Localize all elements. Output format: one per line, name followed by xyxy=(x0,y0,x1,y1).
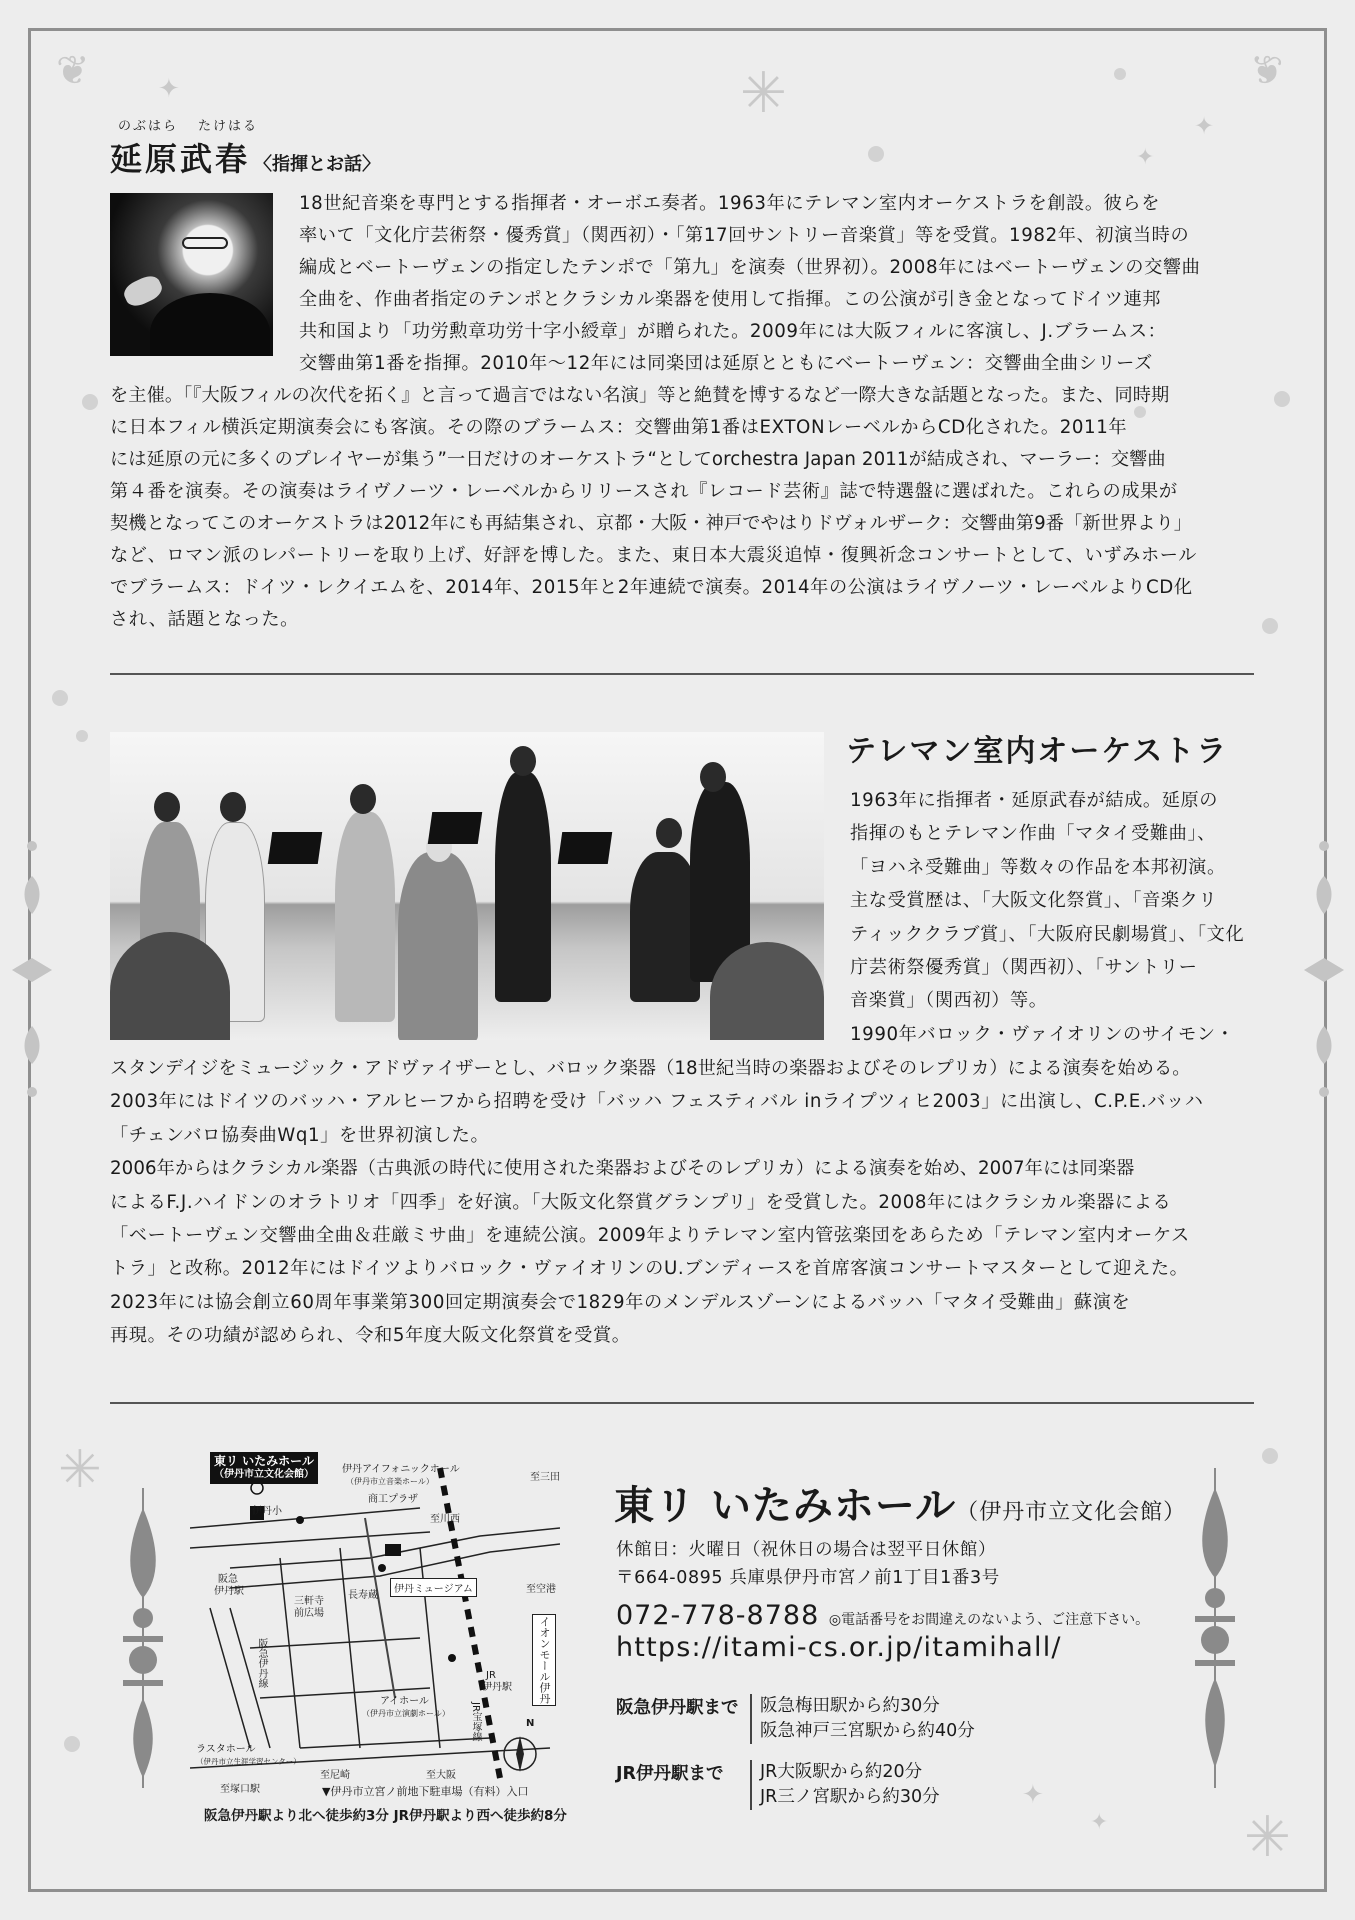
bio-line: には延原の元に多くのプレイヤーが集う”一日だけのオーケストラ“としてorchestra Japan 2011が結成され、マーラー：交響曲 xyxy=(110,449,1166,470)
conductor-name-heading xyxy=(110,134,380,180)
map-label: 伊丹駅 xyxy=(214,1586,244,1597)
venue-name-sub: （伊丹市立文化会館） xyxy=(956,1500,1187,1525)
bio-line: 契機となってこのオーケストラは2012年にも再結集され、京都・大阪・神戸でやはりドヴォルザーク：交響曲第9番「新世界より」 xyxy=(110,513,1193,534)
map-label: ラスタホール xyxy=(196,1744,256,1755)
pendant-ornament-right xyxy=(1190,1468,1240,1788)
map-label: 伊丹アイフォニックホール xyxy=(342,1464,460,1475)
map-hall-tag xyxy=(210,1452,318,1484)
bio-line: 18世紀音楽を専門とする指揮者・オーボエ奏者。1963年にテレマン室内オーケストラを創設。彼らを xyxy=(299,193,1161,214)
photo-head xyxy=(154,792,180,822)
bio-line: でブラームス：ドイツ・レクイエムを、2014年、2015年と2年連続で演奏。2014年の公演はライヴノーツ・レーベルよりCD化 xyxy=(110,577,1193,598)
bio-line: スタンデイジをミュージック・アドヴァイザーとし、バロック楽器（18世紀当時の楽器およびそのレプリカ）による演奏を始める。 xyxy=(110,1058,1191,1079)
photo-music-stand xyxy=(428,812,482,844)
map-label: 前広場 xyxy=(294,1608,324,1619)
access-routes xyxy=(750,1760,940,1810)
decor-dot xyxy=(1274,391,1290,407)
sparkle-icon: ✦ xyxy=(1090,1810,1109,1835)
map-label: JR宝塚線 xyxy=(470,1702,481,1742)
map-label: （伊丹市立生涯学習センター） xyxy=(196,1757,301,1766)
sparkle-icon: ✦ xyxy=(158,74,180,104)
bio-line: 主な受賞歴は、「大阪文化祭賞」、「音楽クリ xyxy=(850,890,1218,912)
bio-line: 編成とベートーヴェンの指定したテンポで「第九」を演奏（世界初）。2008年にはベートーヴェンの交響曲 xyxy=(299,257,1201,278)
bio-line: 「チェンバロ協奏曲Wq1」を世界初演した。 xyxy=(110,1124,490,1146)
bio-line: 2003年にはドイツのバッハ・アルヒーフから招聘を受け「バッハ フェスティバル inライプツィヒ2003」に出演し、C.P.E.バッハ xyxy=(110,1091,1204,1113)
bio-line: 再現。その功績が認められ、令和5年度大阪文化祭賞を受賞。 xyxy=(110,1325,631,1347)
photo-head xyxy=(700,762,726,792)
pendant-ornament-left xyxy=(118,1488,168,1788)
conductor-role: 〈指揮とお話〉 xyxy=(254,154,381,175)
photo-head xyxy=(510,746,536,776)
map-label: 至塚口駅 xyxy=(220,1784,260,1795)
bio-line: 率いて「文化庁芸術祭・優秀賞」（関西初）・「第17回サントリー音楽賞」等を受賞。1982年、初演当時の xyxy=(299,225,1190,246)
orchestra-bio-side xyxy=(850,784,1254,1051)
map-label: 阪急 xyxy=(218,1574,238,1585)
access-from: JR伊丹駅まで xyxy=(616,1764,724,1784)
access-route: JR三ノ宮駅から約30分 xyxy=(760,1787,940,1807)
photo-hand xyxy=(121,272,166,310)
map-hall-sub: （伊丹市立文化会館） xyxy=(214,1469,314,1480)
name-ruby xyxy=(118,115,278,134)
snowflake-icon: ✳ xyxy=(740,61,787,126)
photo-glasses xyxy=(182,237,228,249)
bio-line: 全曲を、作曲者指定のテンポとクラシカル楽器を使用して指揮。この公演が引き金となってドイツ連邦 xyxy=(299,289,1162,310)
photo-head xyxy=(350,784,376,814)
map-label: 至尼崎 xyxy=(320,1770,350,1781)
map-label: 至三田 xyxy=(530,1472,560,1483)
decor-dot xyxy=(868,146,884,162)
photo-head xyxy=(220,792,246,822)
bio-line: 指揮のもとテレマン作曲「マタイ受難曲」、 xyxy=(850,823,1216,845)
venue-closed-days: 休館日：火曜日（祝休日の場合は翌平日休館） xyxy=(616,1540,997,1560)
bio-line: 「ベートーヴェン交響曲全曲＆荘厳ミサ曲」を連続公演。2009年よりテレマン室内管弦楽団をあらため「テレマン室内オーケス xyxy=(110,1225,1190,1247)
venue-phone-row xyxy=(616,1600,1149,1631)
bio-line: 第４番を演奏。その演奏はライヴノーツ・レーベルからリリースされ『レコード芸術』誌で特選盤に選ばれた。これらの成果が xyxy=(110,481,1178,502)
orchestra-title: テレマン室内オーケストラ xyxy=(846,734,1229,769)
access-route: JR大阪駅から約20分 xyxy=(760,1762,923,1782)
bio-line: トラ」と改称。2012年にはドイツよりバロック・ヴァイオリンのU.ブンディースを首席客演コンサートマスターとして迎えた。 xyxy=(110,1258,1189,1280)
bio-line: によるF.J.ハイドンのオラトリオ「四季」を好演。「大阪文化祭賞グランプリ」を受賞した。2008年にはクラシカル楽器による xyxy=(110,1191,1172,1213)
bio-line: され、話題となった。 xyxy=(110,609,299,630)
map-label: （伊丹市立音楽ホール） xyxy=(346,1477,434,1486)
bio-line: 交響曲第1番を指揮。2010年〜12年には同楽団は延原とともにベートーヴェン：交響曲全曲シリーズ xyxy=(299,353,1153,374)
conductor-photo xyxy=(110,193,273,356)
venue-phone-note: ◎電話番号をお間違えのないよう、ご注意下さい。 xyxy=(828,1612,1150,1628)
map-label: 至大阪 xyxy=(426,1770,456,1781)
bio-line: を主催。「『大阪フィルの次代を拓く』と言って過言ではない名演」等と絶賛を博するなど一際大きな話題となった。また、同時期 xyxy=(110,385,1170,406)
photo-figure xyxy=(398,852,478,1040)
map-label: 伊丹駅 xyxy=(482,1682,512,1693)
bio-line: 庁芸術祭優秀賞」（関西初）、「サントリー xyxy=(850,957,1198,979)
decor-dot xyxy=(1262,618,1278,634)
sparkle-icon: ✦ xyxy=(1022,1780,1044,1810)
bio-line: 「ヨハネ受難曲」等数々の作品を本邦初演。 xyxy=(850,856,1226,878)
ruby-given: たけはる xyxy=(198,119,259,134)
side-ornament-left xyxy=(8,840,56,1100)
leaf-sprig-icon: ❦ xyxy=(56,48,90,94)
bio-line: ティッククラブ賞」、「大阪府民劇場賞」、「文化 xyxy=(850,923,1245,945)
access-from: 阪急伊丹駅まで xyxy=(616,1698,739,1718)
photo-audience xyxy=(110,932,230,1040)
side-ornament-right xyxy=(1300,840,1348,1100)
ruby-family: のぶはら xyxy=(118,119,179,134)
photo-figure xyxy=(335,812,395,1022)
leaf-sprig-icon: ❦ xyxy=(1250,48,1284,94)
photo-figure xyxy=(495,772,551,1002)
bio-line: など、ロマン派のレパートリーを取り上げ、好評を博した。また、東日本大震災追悼・復興祈念コンサートとして、いずみホール xyxy=(110,545,1197,566)
bio-line: 1963年に指揮者・延原武春が結成。延原の xyxy=(850,790,1219,811)
venue-name: 東リ いたみホール xyxy=(614,1483,957,1529)
map-label: 伊丹ミュージアム xyxy=(390,1578,477,1597)
sparkle-icon: ✦ xyxy=(1136,145,1155,170)
bio-line: に日本フィル横浜定期演奏会にも客演。その際のブラームス：交響曲第1番はEXTONレーベルからCD化された。2011年 xyxy=(110,417,1128,438)
snowflake-icon: ✳ xyxy=(58,1440,102,1500)
photo-music-stand xyxy=(268,832,322,864)
map-label: 商工プラザ xyxy=(368,1494,418,1505)
orchestra-photo xyxy=(110,732,824,1040)
bio-line: 1990年バロック・ヴァイオリンのサイモン・ xyxy=(850,1023,1235,1045)
sparkle-icon: ✦ xyxy=(1194,112,1215,140)
decor-dot xyxy=(76,730,88,742)
conductor-name: 延原武春 xyxy=(110,140,251,178)
venue-address: 〒664-0895 兵庫県伊丹市宮ノ前1丁目1番3号 xyxy=(616,1568,1000,1588)
venue-url[interactable]: https://itami-cs.or.jp/itamihall/ xyxy=(616,1632,1062,1663)
conductor-bio-full xyxy=(110,380,1254,636)
photo-head xyxy=(656,818,682,848)
photo-audience xyxy=(710,942,824,1040)
map-label: イオンモール伊丹 xyxy=(532,1614,556,1706)
decor-dot xyxy=(1114,68,1126,80)
bio-line: 2006年からはクラシカル楽器（古典派の時代に使用された楽器およびそのレプリカ）による演奏を始め、2007年には同楽器 xyxy=(110,1158,1135,1180)
venue-phone[interactable]: 072-778-8788 xyxy=(616,1600,820,1631)
bio-line: 音楽賞」（関西初）等。 xyxy=(850,990,1048,1012)
orchestra-bio-full xyxy=(110,1052,1254,1353)
map-label: （伊丹市立演劇ホール） xyxy=(362,1709,450,1718)
bio-line: 2023年には協会創立60周年事業第300回定期演奏会で1829年のメンデルスゾーンによるバッハ「マタイ受難曲」蘇演を xyxy=(110,1291,1131,1313)
bio-line: 共和国より「功労勲章功労十字小綬章」が贈られた。2009年には大阪フィルに客演し、J.ブラームス： xyxy=(299,321,1167,342)
map-label: 至川西 xyxy=(430,1514,460,1525)
map-label: JR xyxy=(486,1670,496,1681)
map-walk-time: 阪急伊丹駅より北へ徒歩約3分 JR伊丹駅より西へ徒歩約8分 xyxy=(204,1808,567,1824)
map-hall-name: 東リ いたみホール xyxy=(214,1454,314,1468)
venue-name-heading xyxy=(614,1474,1186,1531)
access-map xyxy=(190,1448,567,1824)
map-label: 伊丹小 xyxy=(252,1506,282,1517)
map-label: 三軒寺 xyxy=(294,1596,324,1607)
access-routes xyxy=(750,1694,975,1744)
map-label: 至空港 xyxy=(526,1584,556,1595)
section-divider xyxy=(110,673,1254,675)
conductor-bio-wrapped xyxy=(299,188,1254,380)
map-label: 阪急伊丹線 xyxy=(256,1638,267,1688)
photo-body xyxy=(150,293,270,356)
section-divider xyxy=(110,1402,1254,1404)
decor-dot xyxy=(82,394,98,410)
decor-dot xyxy=(64,1736,80,1752)
map-label: ▼伊丹市立宮ノ前地下駐車場（有料）入口 xyxy=(322,1785,529,1798)
map-north-label: N xyxy=(526,1718,535,1729)
map-label: アイホール xyxy=(380,1696,429,1707)
photo-music-stand xyxy=(558,832,612,864)
decor-dot xyxy=(1262,1448,1278,1464)
map-label: 長寿蔵 xyxy=(348,1590,378,1601)
decor-dot xyxy=(52,690,68,706)
snowflake-icon: ✳ xyxy=(1244,1805,1291,1870)
access-route: 阪急梅田駅から約30分 xyxy=(760,1696,940,1716)
access-route: 阪急神戸三宮駅から約40分 xyxy=(760,1721,975,1741)
